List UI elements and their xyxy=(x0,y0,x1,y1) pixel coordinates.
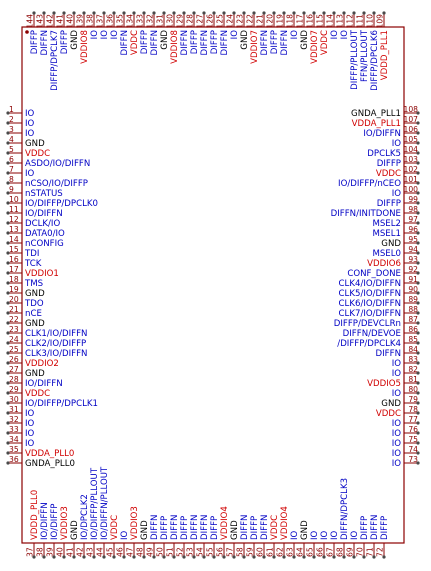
pin-name-diffp: DIFFP xyxy=(180,515,190,540)
pin-name-io-diffn: IO/DIFFN xyxy=(25,209,63,219)
pin-name-tck: TCK xyxy=(25,259,42,269)
pin-name-io: IO xyxy=(391,389,401,399)
pin-number: 139 xyxy=(75,14,85,29)
pin-name-vddc: VDDC xyxy=(130,30,140,56)
pin-number: 134 xyxy=(125,14,135,29)
pin-name-gnd: GND xyxy=(381,399,401,409)
pin-name-diffn: DIFFN xyxy=(370,514,380,540)
pin-number: 120 xyxy=(265,14,275,29)
pin-name-vddc: VDDC xyxy=(270,514,280,540)
pin-name-diffn: DIFFN xyxy=(260,514,270,540)
pin-number: 59 xyxy=(245,547,255,557)
pin-number: 137 xyxy=(95,14,105,29)
pin-number: 101 xyxy=(403,174,418,184)
pin-number: 56 xyxy=(215,547,225,557)
pin-number: 25 xyxy=(9,344,19,354)
pin-number: 109 xyxy=(375,14,385,29)
pin-number: 51 xyxy=(165,547,175,557)
pin-number: 97 xyxy=(408,214,418,224)
pin-name-gnd: GND xyxy=(300,30,310,50)
pin-number: 24 xyxy=(9,334,19,344)
pin-number: 115 xyxy=(315,14,325,29)
pin-name-gnd: GND xyxy=(25,139,45,149)
pin-name-vdda-pll1: VDDA_PLL1 xyxy=(351,119,401,129)
pin-number: 92 xyxy=(408,264,418,274)
pin-name-io: IO xyxy=(25,119,35,129)
pin-name-io: IO xyxy=(391,189,401,199)
pin-name-diffp-dpclk4: /DIFFP/DPCLK4 xyxy=(337,339,401,349)
pin-number: 132 xyxy=(145,14,155,29)
pin-name-vddio7: VDDIO7 xyxy=(310,30,320,64)
pin-number: 84 xyxy=(408,344,418,354)
pin-name-io: IO xyxy=(25,129,35,139)
pin-name-diffp: DIFFP xyxy=(376,159,401,169)
pin-name-io: IO xyxy=(350,530,360,540)
pin-number: 77 xyxy=(408,414,418,424)
pin-name-io-diffp-pllout: IO/DIFFP/PLLOUT xyxy=(90,467,100,540)
pin-number: 141 xyxy=(55,14,65,29)
pin-number: 46 xyxy=(115,547,125,557)
pin-name-gnda-pll0: GNDA_PLL0 xyxy=(25,459,75,469)
pin-number: 10 xyxy=(9,194,19,204)
pin-number: 50 xyxy=(155,547,165,557)
pin-number: 100 xyxy=(403,184,418,194)
pin-number: 8 xyxy=(9,174,14,184)
pin-name-gnd: GND xyxy=(70,520,80,540)
pin-number: 61 xyxy=(265,547,275,557)
pin-number: 55 xyxy=(205,547,215,557)
pin-name-diffp: DIFFP xyxy=(270,30,280,55)
pin-name-io: IO xyxy=(90,30,100,40)
pin-number: 41 xyxy=(65,547,75,557)
pin-name-gnd: GND xyxy=(70,30,80,50)
pin-name-io-diffp-nceo: IO/DIFFP/nCEO xyxy=(338,179,401,189)
pin-name-io-diffn: IO/DIFFN xyxy=(25,379,63,389)
pin-number: 81 xyxy=(408,374,418,384)
pin-number: 76 xyxy=(408,424,418,434)
pin-number: 21 xyxy=(9,304,19,314)
pin-name-io: IO xyxy=(391,449,401,459)
pin-name-diffp: DIFFP xyxy=(140,30,150,55)
pin-number: 87 xyxy=(408,314,418,324)
pin-number: 69 xyxy=(345,547,355,557)
pin-number: 23 xyxy=(9,324,19,334)
pin-number: 103 xyxy=(403,154,418,164)
pin-name-diffp: DIFFP xyxy=(250,515,260,540)
pin-number: 62 xyxy=(275,547,285,557)
pin-number: 131 xyxy=(155,14,165,29)
pin-name-diffp: DIFFP xyxy=(380,515,390,540)
pin-number: 119 xyxy=(275,14,285,29)
pin-number: 121 xyxy=(255,14,265,29)
pin-number: 39 xyxy=(45,547,55,557)
pin-name-diffn-devoe: DIFFN/DEVOE xyxy=(342,329,401,339)
pin-name-vddc: VDDC xyxy=(25,149,51,159)
pin-number: 142 xyxy=(45,14,55,29)
pin-name-nce: nCE xyxy=(25,309,42,319)
pin-name-vddc: VDDC xyxy=(110,514,120,540)
pin-name-conf-done: CONF_DONE xyxy=(347,269,401,279)
pin-name-io: IO xyxy=(290,530,300,540)
pin-name-gnd: GND xyxy=(230,520,240,540)
pin-number: 13 xyxy=(9,224,19,234)
pin-number: 42 xyxy=(75,547,85,557)
pin-name-nconfig: nCONFIG xyxy=(25,239,64,249)
pin-name-io: IO xyxy=(25,109,35,119)
pin-name-msel1: MSEL1 xyxy=(372,229,401,239)
pin-number: 29 xyxy=(9,384,19,394)
pin-number: 86 xyxy=(408,324,418,334)
pin-number: 64 xyxy=(295,547,305,557)
pin-number: 66 xyxy=(315,547,325,557)
pin-name-tdo: TDO xyxy=(25,299,44,309)
pin-name-diffp: DIFFP xyxy=(160,515,170,540)
pin-number: 52 xyxy=(175,547,185,557)
pin-number: 99 xyxy=(408,194,418,204)
pin-name-vddio4: VDDIO4 xyxy=(280,506,290,540)
pin-number: 65 xyxy=(305,547,315,557)
pin-name-clk4-io-diffn: CLK4/IO/DIFFN xyxy=(338,279,401,289)
pin-name-gnda-pll1: GNDA_PLL1 xyxy=(351,109,401,119)
pin-name-msel2: MSEL2 xyxy=(372,219,401,229)
pin-number: 49 xyxy=(145,547,155,557)
pin-name-io: IO xyxy=(110,30,120,40)
pin-name-io: IO xyxy=(25,419,35,429)
pin-name-io: IO xyxy=(25,409,35,419)
pin-number: 14 xyxy=(9,234,19,244)
pin-number: 94 xyxy=(408,244,418,254)
pin-number: 111 xyxy=(355,14,365,29)
pin-number: 37 xyxy=(25,547,35,557)
pin-name-diffp-devclrn: DIFFP/DEVCLRn xyxy=(333,319,401,329)
pin-name-diffn: DIFFN xyxy=(375,349,401,359)
pin-name-vddio7: VDDIO7 xyxy=(250,30,260,64)
pin-name-vddio6: VDDIO6 xyxy=(367,259,401,269)
pin-number: 125 xyxy=(215,14,225,29)
pin-name-vddc: VDDC xyxy=(375,409,401,419)
pin-name-gnd: GND xyxy=(25,319,45,329)
pin-number: 58 xyxy=(235,547,245,557)
pin-name-diffp: DIFFP xyxy=(210,515,220,540)
pin-name-clk1-io-diffn: CLK1/IO/DIFFN xyxy=(25,329,88,339)
pin-name-io: IO xyxy=(290,30,300,40)
pin-number: 26 xyxy=(9,354,19,364)
pin-name-diffn: DIFFN xyxy=(120,30,130,56)
pin-name-io: IO xyxy=(25,439,35,449)
pin-number: 83 xyxy=(408,354,418,364)
pin-number: 113 xyxy=(335,14,345,29)
pin-number: 112 xyxy=(345,14,355,29)
pin-name-clk5-io-diffn: CLK5/IO/DIFFN xyxy=(338,289,401,299)
pin-number: 53 xyxy=(185,547,195,557)
pin-name-io-diffn: IO/DIFFN xyxy=(363,129,401,139)
pin-name-diffp: DIFFP xyxy=(210,30,220,55)
pin-number: 57 xyxy=(225,547,235,557)
pin-name-dclk-io: DCLK/IO xyxy=(25,219,61,229)
pin-name-io: IO xyxy=(391,419,401,429)
pin-number: 110 xyxy=(365,14,375,29)
pin-name-vdda-pll0: VDDA_PLL0 xyxy=(25,449,75,459)
pin-number: 40 xyxy=(55,547,65,557)
pin-number: 108 xyxy=(403,104,418,114)
pin-name-diffn-initdone: DIFFN/INITDONE xyxy=(330,209,401,219)
pin-name-diffn: DIFFN xyxy=(180,30,190,56)
pin-number: 82 xyxy=(408,364,418,374)
pin-number: 96 xyxy=(408,224,418,234)
pin-name-data0-io: DATA0/IO xyxy=(25,229,65,239)
pin-number: 130 xyxy=(165,14,175,29)
pin-number: 95 xyxy=(408,234,418,244)
pin-name-diffn: DIFFN xyxy=(190,514,200,540)
pin-number: 44 xyxy=(95,547,105,557)
pin-number: 124 xyxy=(225,14,235,29)
pin-number: 32 xyxy=(9,414,19,424)
pin-name-io: IO xyxy=(391,369,401,379)
pin-name-diffn: DIFFN xyxy=(200,514,210,540)
pin-name-io: IO xyxy=(330,30,340,40)
pin-name-msel0: MSEL0 xyxy=(372,249,401,259)
pin-number: 47 xyxy=(125,547,135,557)
pin-number: 34 xyxy=(9,434,19,444)
pin-number: 22 xyxy=(9,314,19,324)
pin-name-tdi: TDI xyxy=(25,249,40,259)
pin-name-diffp: DIFFP xyxy=(360,515,370,540)
pin-name-vddio4: VDDIO4 xyxy=(220,506,230,540)
pin-name-io: IO xyxy=(340,30,350,40)
pin-number: 88 xyxy=(408,304,418,314)
pin-number: 60 xyxy=(255,547,265,557)
pin-name-gnd: GND xyxy=(300,520,310,540)
pin-number: 20 xyxy=(9,294,19,304)
pin-number: 48 xyxy=(135,547,145,557)
pin-number: 143 xyxy=(35,14,45,29)
pin-name-gnd: GND xyxy=(140,520,150,540)
pin-number: 128 xyxy=(185,14,195,29)
pin-name-vddd-pll0: VDDD_PLL0 xyxy=(30,489,40,540)
pin-number: 80 xyxy=(408,384,418,394)
pin-name-diffn: DIFFN xyxy=(150,30,160,56)
pin-name-io: IO xyxy=(25,169,35,179)
pin-number: 73 xyxy=(408,454,418,464)
pin-name-vddio2: VDDIO2 xyxy=(25,359,59,369)
pin-name-io-diffp-dpclk0: IO/DIFFP/DPCLK0 xyxy=(25,199,99,209)
pin-number: 140 xyxy=(65,14,75,29)
pin-number: 144 xyxy=(25,14,35,29)
pin-number: 70 xyxy=(355,547,365,557)
pin-name-ncso-io-diffp: nCSO/IO/DIFFP xyxy=(25,179,88,189)
pin-name-gnd: GND xyxy=(25,369,45,379)
pin-name-ffn-pllout: FFN/PLLOUT xyxy=(360,30,370,82)
pin-number: 5 xyxy=(9,144,14,154)
pin-name-vddio8: VDDIO8 xyxy=(170,30,180,64)
pin-name-io-diffn: IO/DIFFN xyxy=(40,502,50,540)
pin-number: 138 xyxy=(85,14,95,29)
pin-number: 118 xyxy=(285,14,295,29)
pin-name-gnd: GND xyxy=(240,30,250,50)
pin-name-diffp: DIFFP xyxy=(60,30,70,55)
pin-name-vddio8: VDDIO8 xyxy=(80,30,90,64)
pin-name-vddc: VDDC xyxy=(320,30,330,56)
pin-name-gnd: GND xyxy=(381,239,401,249)
pin-name-clk2-io-diffp: CLK2/IO/DIFFP xyxy=(25,339,87,349)
pin-number: 85 xyxy=(408,334,418,344)
pin-name-diffn: DIFFN xyxy=(280,30,290,56)
pin-number: 54 xyxy=(195,547,205,557)
pin-name-diffn: DIFFN xyxy=(260,30,270,56)
pin-number: 27 xyxy=(9,364,19,374)
pin-number: 98 xyxy=(408,204,418,214)
pin-number: 72 xyxy=(375,547,385,557)
pin-name-diffp-dpclk6: DIFFP/DPCLK6 xyxy=(370,30,380,91)
pin-number: 7 xyxy=(9,164,14,174)
pin-name-diffn: DIFFN xyxy=(150,514,160,540)
pin-name-io: IO xyxy=(391,459,401,469)
pin-name-io: IO xyxy=(391,439,401,449)
pin-name-diffp: DIFFP xyxy=(30,30,40,55)
pin-1-marker xyxy=(25,30,29,34)
pin-number: 4 xyxy=(9,134,14,144)
pin-name-gnd: GND xyxy=(25,289,45,299)
pin-name-io: IO xyxy=(330,530,340,540)
pin-number: 35 xyxy=(9,444,19,454)
pin-number: 93 xyxy=(408,254,418,264)
pin-name-diffn: DIFFN xyxy=(40,30,50,56)
pin-number: 133 xyxy=(135,14,145,29)
pin-number: 63 xyxy=(285,547,295,557)
pin-number: 68 xyxy=(335,547,345,557)
pin-name-diffn: DIFFN xyxy=(170,514,180,540)
pin-number: 104 xyxy=(403,144,418,154)
pin-name-vddd-pll1: VDDD_PLL1 xyxy=(380,30,390,81)
pin-name-io-dpclk2: IO/DPCLK2 xyxy=(80,494,90,540)
pin-number: 75 xyxy=(408,434,418,444)
pin-number: 136 xyxy=(105,14,115,29)
pin-name-io-diffp-dpclk1: IO/DIFFP/DPCLK1 xyxy=(25,399,99,409)
pin-name-diffn: DIFFN xyxy=(200,30,210,56)
pin-number: 114 xyxy=(325,14,335,29)
pin-name-io-diffp: IO/DIFFP xyxy=(50,503,60,540)
pin-name-diffn-dpclk3: DIFFN/DPCLK3 xyxy=(340,477,350,540)
pin-number: 31 xyxy=(9,404,19,414)
pin-name-clk3-io-diffn: CLK3/IO/DIFFN xyxy=(25,349,88,359)
pin-name-diffp: DIFFP xyxy=(376,199,401,209)
pin-number: 19 xyxy=(9,284,19,294)
pin-number: 3 xyxy=(9,124,14,134)
pin-name-io: IO xyxy=(391,429,401,439)
pin-name-dpclk5: DPCLK5 xyxy=(367,149,401,159)
pin-number: 90 xyxy=(408,284,418,294)
pin-name-io: IO xyxy=(230,30,240,40)
pin-number: 129 xyxy=(175,14,185,29)
pin-name-io: IO xyxy=(320,530,330,540)
pin-name-io: IO xyxy=(120,530,130,540)
pin-number: 9 xyxy=(9,184,14,194)
pin-name-asdo-io-diffn: ASDO/IO/DIFFN xyxy=(25,159,91,169)
pin-number: 16 xyxy=(9,254,19,264)
pin-name-diffp: DIFFP xyxy=(190,30,200,55)
pin-number: 127 xyxy=(195,14,205,29)
pin-name-clk6-io-diffn: CLK6/IO/DIFFN xyxy=(338,299,401,309)
pin-number: 116 xyxy=(305,14,315,29)
pin-name-io-diffn-pllout: IO/DIFFN/PLLOUT xyxy=(100,466,110,540)
pin-name-tms: TMS xyxy=(25,279,44,289)
pin-name-diffp-dpclk7: DIFFP/DPCLK7 xyxy=(50,30,60,91)
pin-name-gnd: GND xyxy=(160,30,170,50)
pin-number: 117 xyxy=(295,14,305,29)
pin-name-io: IO xyxy=(25,429,35,439)
pin-name-io: IO xyxy=(391,359,401,369)
pin-number: 123 xyxy=(235,14,245,29)
pin-number: 30 xyxy=(9,394,19,404)
pin-name-vddc: VDDC xyxy=(25,389,51,399)
pin-number: 89 xyxy=(408,294,418,304)
pin-number: 107 xyxy=(403,114,418,124)
pin-name-nstatus: nSTATUS xyxy=(25,189,63,199)
pin-number: 6 xyxy=(9,154,14,164)
pin-number: 67 xyxy=(325,547,335,557)
pin-name-io: IO xyxy=(391,139,401,149)
pin-number: 126 xyxy=(205,14,215,29)
pin-name-io: IO xyxy=(310,530,320,540)
pin-number: 91 xyxy=(408,274,418,284)
pin-number: 1 xyxy=(9,104,14,114)
pin-number: 36 xyxy=(9,454,19,464)
pin-number: 135 xyxy=(115,14,125,29)
pin-number: 122 xyxy=(245,14,255,29)
pin-name-diffn: DIFFN xyxy=(220,30,230,56)
pin-number: 106 xyxy=(403,124,418,134)
pin-number: 28 xyxy=(9,374,19,384)
pin-number: 102 xyxy=(403,164,418,174)
pin-number: 12 xyxy=(9,214,19,224)
pin-number: 79 xyxy=(408,394,418,404)
pin-number: 17 xyxy=(9,264,19,274)
pin-name-io: IO xyxy=(100,30,110,40)
pin-number: 11 xyxy=(9,204,19,214)
pin-name-diffn: DIFFN xyxy=(240,514,250,540)
pin-number: 71 xyxy=(365,547,375,557)
pin-number: 43 xyxy=(85,547,95,557)
pin-number: 74 xyxy=(408,444,418,454)
pin-name-vddio5: VDDIO5 xyxy=(367,379,401,389)
pin-number: 105 xyxy=(403,134,418,144)
pin-name-diffp-pllout: DIFFP/PLLOUT xyxy=(350,30,360,90)
pin-name-vddio3: VDDIO3 xyxy=(130,506,140,540)
pin-name-vddio1: VDDIO1 xyxy=(25,269,59,279)
pin-name-vddio3: VDDIO3 xyxy=(60,506,70,540)
pin-number: 78 xyxy=(408,404,418,414)
pin-number: 15 xyxy=(9,244,19,254)
pin-number: 45 xyxy=(105,547,115,557)
pin-number: 18 xyxy=(9,274,19,284)
pin-number: 2 xyxy=(9,114,14,124)
pin-name-vddc: VDDC xyxy=(375,169,401,179)
pin-number: 33 xyxy=(9,424,19,434)
pin-number: 38 xyxy=(35,547,45,557)
pin-name-clk7-io-diffn: CLK7/IO/DIFFN xyxy=(338,309,401,319)
